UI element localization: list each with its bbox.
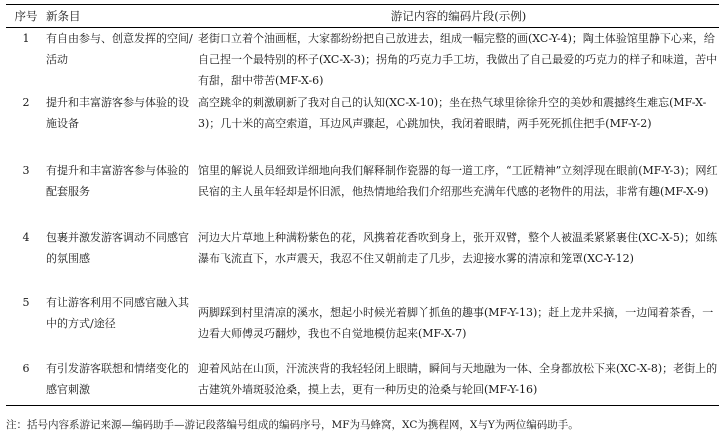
row-item: 包裹并激发游客调动不同感官的氛围感 — [46, 230, 189, 265]
row-code: 高空跳伞的刺激刷新了我对自己的认知(XC-X-10)；坐在热气球里徐徐升空的美妙和震撼终生难忘(MF-X-3)；几十米的高空索道，耳边风声骤起，心跳加快，我闭着眼睛，两手死死抓住把手(MF-Y-2) — [198, 95, 707, 130]
row-item: 有让游客利用不同感官融入其中的方式/途径 — [46, 295, 189, 330]
header-code: 游记内容的编码片段(示例) — [198, 5, 719, 28]
header-no: 序号 — [6, 5, 46, 28]
table-row — [6, 160, 719, 227]
row-no: 3 — [22, 163, 30, 177]
row-item: 提升和丰富游客参与体验的设施设备 — [46, 95, 189, 130]
row-item: 有自由参与、创意发挥的空间/活动 — [46, 32, 193, 66]
table-row — [6, 227, 719, 292]
row-code: 老街口立着个油画框，大家都纷纷把自己放进去，组成一幅完整的画(XC-Y-4)；陶土体验馆里静下心来，给自己捏一个最特别的杯子(XC-X-3)；拐角的巧克力手工坊，我做出了自己最爱的巧克力的样子和味道，苦中有甜，甜中带苦(MF-X-6) — [198, 32, 718, 87]
table-row — [6, 28, 719, 92]
row-item: 有引发游客联想和情绪变化的感官刺激 — [46, 358, 198, 406]
table-note: 注：括号内容系游记来源—编码助手—游记段落编号组成的编码序号，MF为马蜂窝，XC为携程网，X与Y为两位编码助手。 — [6, 419, 579, 431]
row-no: 5 — [22, 295, 30, 309]
table-header-row — [6, 5, 719, 28]
table-row — [6, 92, 719, 160]
row-item: 有提升和丰富游客参与体验的配套服务 — [46, 163, 189, 198]
row-code: 迎着风站在山顶，汗流浃背的我轻轻闭上眼睛，瞬间与天地融为一体、全身都放松下来(XC-X-8)；老街上的古建筑外墙斑驳沧桑，摸上去，更有一种历史的沧桑与轮回(MF-Y-16) — [198, 358, 719, 406]
table-row — [6, 292, 719, 358]
row-no: 1 — [22, 32, 30, 45]
row-no: 2 — [22, 95, 30, 109]
row-code: 两脚踩到村里清凉的溪水，想起小时候光着脚丫抓鱼的趣事(MF-Y-13)；赶上龙井采摘，一边闻着茶香，一边看大师傅灵巧翻炒，我也不自觉地模仿起来(MF-X-7) — [198, 305, 714, 340]
header-item: 新条目 — [46, 5, 198, 28]
coding-table — [6, 4, 719, 406]
row-code: 馆里的解说人员细致详细地向我们解释制作瓷器的每一道工序，“工匠精神”立刻浮现在眼前(MF-Y-3)；网红民宿的主人虽年轻却是怀旧派，他热情地给我们介绍那些充满年代感的老物件的用法，非常有趣(MF-X-9) — [198, 163, 718, 198]
row-code: 河边大片草地上种满粉紫色的花，风携着花香吹到身上，张开双臂，整个人被温柔紧紧裹住(XC-X-5)；如练瀑布飞流直下，水声震天，我忍不住又朝前走了几步，去迎接水雾的清凉和笼罩(XC-Y-12) — [198, 230, 718, 265]
row-no: 6 — [6, 358, 46, 406]
row-no: 4 — [22, 230, 30, 244]
table-row — [6, 358, 719, 406]
